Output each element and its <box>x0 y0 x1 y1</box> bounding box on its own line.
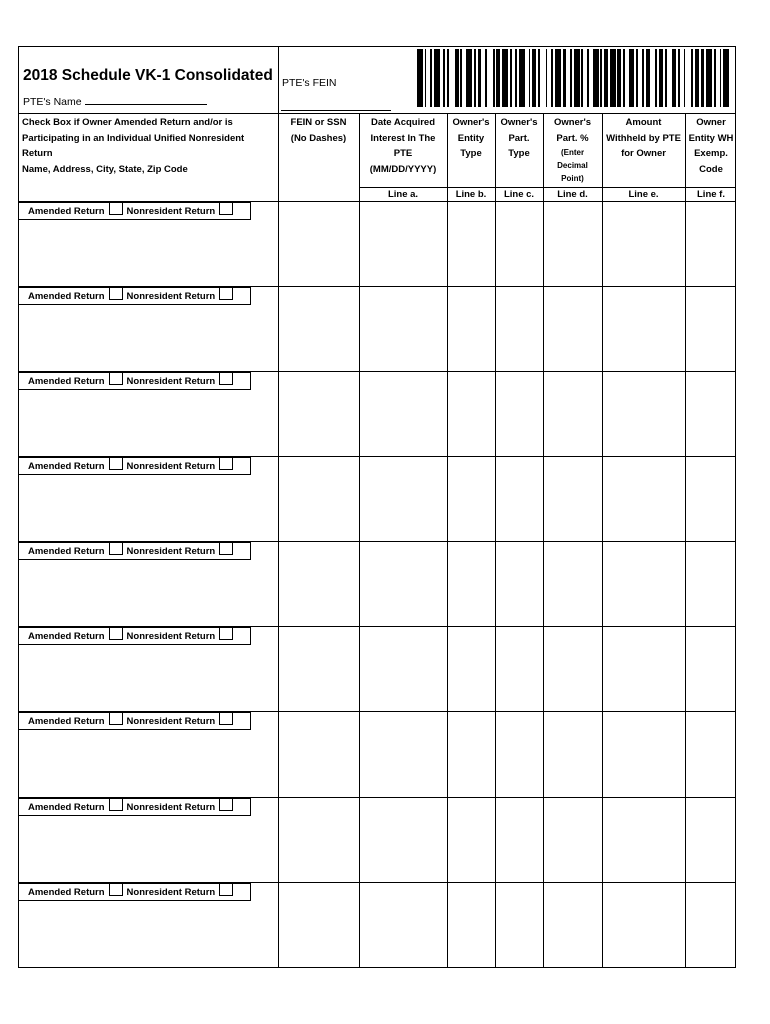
line-label: Line c. <box>503 189 535 200</box>
owner-row-checkbox-bar <box>19 712 251 730</box>
amended-return-label: Amended Return <box>28 545 105 557</box>
owner-data-cell[interactable] <box>543 711 602 797</box>
column-header-2 <box>359 115 447 177</box>
nonresident-return-label: Nonresident Return <box>126 886 216 898</box>
owner-data-cell[interactable] <box>543 626 602 711</box>
header-divider <box>19 113 735 114</box>
owner-data-cell[interactable] <box>543 201 602 286</box>
column-header-line: Part. <box>508 132 530 144</box>
schedule-vk1-form <box>18 46 736 968</box>
amended-return-label: Amended Return <box>28 886 105 898</box>
owner-row-checkbox-bar <box>19 372 251 390</box>
owner-data-cell[interactable] <box>359 371 447 456</box>
column-header-line: PTE <box>393 148 413 159</box>
owner-data-cell[interactable] <box>495 456 543 541</box>
column-header-line: Owner's <box>500 117 538 128</box>
owner-data-cell[interactable] <box>495 626 543 711</box>
owner-data-cell[interactable] <box>278 456 359 541</box>
owner-data-cell[interactable] <box>543 456 602 541</box>
column-header-5 <box>543 115 602 185</box>
owner-data-cell[interactable] <box>495 882 543 969</box>
column-header-6 <box>602 115 685 162</box>
column-header-line: (MM/DD/YYYY) <box>369 163 437 175</box>
owner-data-cell[interactable] <box>685 797 737 882</box>
owner-data-cell[interactable] <box>543 541 602 626</box>
owner-info-header-line: Participating in an Individual Unified Nonresident <box>22 132 245 144</box>
owner-name-address-cell[interactable] <box>19 817 278 882</box>
owner-data-cell[interactable] <box>495 371 543 456</box>
amended-return-checkbox[interactable] <box>109 286 123 300</box>
nonresident-return-label: Nonresident Return <box>126 630 216 642</box>
column-header-line: Owner's <box>553 117 592 128</box>
nonresident-return-checkbox[interactable] <box>219 541 233 555</box>
owner-data-cell[interactable] <box>359 286 447 371</box>
amended-return-label: Amended Return <box>28 375 105 387</box>
line-label: Line a. <box>387 189 419 200</box>
owner-data-cell[interactable] <box>602 286 685 371</box>
owner-data-cell[interactable] <box>359 456 447 541</box>
owner-data-cell[interactable] <box>685 456 737 541</box>
amended-return-checkbox[interactable] <box>109 371 123 385</box>
column-header-line: Exemp. <box>694 148 728 159</box>
column-header-line: Withheld by PTE <box>606 132 681 144</box>
owner-name-address-cell[interactable] <box>19 476 278 541</box>
owner-data-cell[interactable] <box>495 541 543 626</box>
owner-data-cell[interactable] <box>359 541 447 626</box>
barcode-bar <box>729 49 733 107</box>
owner-data-cell[interactable] <box>543 797 602 882</box>
column-header-note: Point) <box>561 174 584 183</box>
owner-data-cell[interactable] <box>543 286 602 371</box>
nonresident-return-checkbox[interactable] <box>219 286 233 300</box>
owner-info-header-line: Check Box if Owner Amended Return and/or is <box>22 117 233 128</box>
nonresident-return-label: Nonresident Return <box>126 290 216 302</box>
owner-name-address-cell[interactable] <box>19 646 278 711</box>
owner-data-cell[interactable] <box>495 286 543 371</box>
owner-data-cell[interactable] <box>359 882 447 969</box>
amended-return-checkbox[interactable] <box>109 797 123 811</box>
column-header-line: Entity <box>457 132 485 144</box>
column-header-line: Date Acquired <box>370 117 436 128</box>
owner-row-checkbox-bar <box>19 457 251 475</box>
owner-data-cell[interactable] <box>685 882 737 969</box>
owner-data-cell[interactable] <box>278 626 359 711</box>
owner-row-checkbox-bar <box>19 202 251 220</box>
owner-name-address-cell[interactable] <box>19 306 278 371</box>
owner-data-cell[interactable] <box>447 711 495 797</box>
pte-fein-label: PTE's FEIN <box>282 77 337 89</box>
owner-row-checkbox-bar <box>19 883 251 901</box>
owner-row-checkbox-bar <box>19 542 251 560</box>
amended-return-checkbox[interactable] <box>109 711 123 725</box>
owner-name-address-cell[interactable] <box>19 391 278 456</box>
owner-data-cell[interactable] <box>543 882 602 969</box>
owner-data-cell[interactable] <box>447 286 495 371</box>
line-label: Line e. <box>628 189 659 200</box>
column-header-line: FEIN or SSN <box>290 117 347 128</box>
owner-data-cell[interactable] <box>602 201 685 286</box>
owner-data-cell[interactable] <box>278 797 359 882</box>
column-header-line: Part. % <box>556 132 589 144</box>
column-header-note: (Enter <box>560 148 585 157</box>
pte-name-field[interactable] <box>23 96 207 108</box>
nonresident-return-checkbox[interactable] <box>219 456 233 470</box>
column-header-note: Decimal <box>557 161 588 170</box>
owner-data-cell[interactable] <box>278 371 359 456</box>
nonresident-return-label: Nonresident Return <box>126 205 216 217</box>
owner-name-address-cell[interactable] <box>19 731 278 797</box>
owner-data-cell[interactable] <box>602 371 685 456</box>
amended-return-label: Amended Return <box>28 715 105 727</box>
owner-data-cell[interactable] <box>685 541 737 626</box>
owner-info-header-line: Name, Address, City, State, Zip Code <box>22 163 188 175</box>
owner-data-cell[interactable] <box>359 797 447 882</box>
owner-row-checkbox-bar <box>19 627 251 645</box>
column-header-line: Type <box>460 148 482 159</box>
amended-return-label: Amended Return <box>28 290 105 302</box>
column-header-3 <box>447 115 495 162</box>
owner-name-address-cell[interactable] <box>19 902 278 969</box>
owner-data-cell[interactable] <box>447 797 495 882</box>
column-header-line: Owner's <box>452 117 490 128</box>
nonresident-return-checkbox[interactable] <box>219 626 233 640</box>
amended-return-label: Amended Return <box>28 460 105 472</box>
nonresident-return-checkbox[interactable] <box>219 797 233 811</box>
owner-data-cell[interactable] <box>447 201 495 286</box>
column-header-line: for Owner <box>621 148 666 159</box>
owner-data-cell[interactable] <box>359 626 447 711</box>
pte-name-input-line[interactable] <box>85 104 207 105</box>
owner-info-header-line: Return <box>22 148 53 159</box>
column-header-1 <box>278 115 359 146</box>
owner-data-cell[interactable] <box>543 371 602 456</box>
owner-info-column-header <box>22 115 274 177</box>
owner-data-cell[interactable] <box>495 201 543 286</box>
owner-data-cell[interactable] <box>278 882 359 969</box>
owner-data-cell[interactable] <box>685 201 737 286</box>
owner-name-address-cell[interactable] <box>19 221 278 286</box>
amended-return-checkbox[interactable] <box>109 201 123 215</box>
amended-return-label: Amended Return <box>28 630 105 642</box>
column-header-line: Amount <box>625 117 662 128</box>
owner-data-cell[interactable] <box>359 711 447 797</box>
owner-data-cell[interactable] <box>278 711 359 797</box>
amended-return-label: Amended Return <box>28 205 105 217</box>
amended-return-label: Amended Return <box>28 801 105 813</box>
column-header-line: Type <box>508 148 530 159</box>
form-title: 2018 Schedule VK-1 Consolidated <box>23 67 273 84</box>
line-label-row <box>359 187 735 202</box>
owner-data-cell[interactable] <box>602 882 685 969</box>
owner-data-cell[interactable] <box>602 711 685 797</box>
nonresident-return-label: Nonresident Return <box>126 801 216 813</box>
column-header-line: Entity WH <box>688 132 734 144</box>
nonresident-return-checkbox[interactable] <box>219 201 233 215</box>
owner-data-cell[interactable] <box>495 711 543 797</box>
nonresident-return-label: Nonresident Return <box>126 460 216 472</box>
owner-data-cell[interactable] <box>447 882 495 969</box>
amended-return-checkbox[interactable] <box>109 882 123 896</box>
owner-data-cell[interactable] <box>602 797 685 882</box>
owner-data-cell[interactable] <box>685 711 737 797</box>
owner-data-cell[interactable] <box>278 541 359 626</box>
nonresident-return-checkbox[interactable] <box>219 882 233 896</box>
column-header-7 <box>685 115 737 177</box>
owner-data-cell[interactable] <box>602 541 685 626</box>
pte-fein-input-line[interactable] <box>281 110 391 111</box>
nonresident-return-label: Nonresident Return <box>126 375 216 387</box>
owner-data-cell[interactable] <box>685 286 737 371</box>
line-label: Line b. <box>455 189 487 200</box>
owner-data-cell[interactable] <box>278 201 359 286</box>
column-header-line: Code <box>699 163 723 175</box>
column-header-line: Interest In The <box>370 132 436 144</box>
owner-data-cell[interactable] <box>447 456 495 541</box>
owner-data-cell[interactable] <box>447 371 495 456</box>
column-header-line: (No Dashes) <box>290 132 347 144</box>
owner-row-checkbox-bar <box>19 287 251 305</box>
owner-data-cell[interactable] <box>447 541 495 626</box>
column-header-4 <box>495 115 543 162</box>
amended-return-checkbox[interactable] <box>109 541 123 555</box>
nonresident-return-label: Nonresident Return <box>126 715 216 727</box>
nonresident-return-checkbox[interactable] <box>219 371 233 385</box>
owner-row-checkbox-bar <box>19 798 251 816</box>
line-label: Line f. <box>697 189 725 200</box>
column-header-line: Owner <box>696 117 726 128</box>
amended-return-checkbox[interactable] <box>109 456 123 470</box>
owner-data-cell[interactable] <box>495 797 543 882</box>
owner-data-cell[interactable] <box>602 456 685 541</box>
owner-data-cell[interactable] <box>359 201 447 286</box>
owner-data-cell[interactable] <box>685 626 737 711</box>
owner-name-address-cell[interactable] <box>19 561 278 626</box>
owner-data-cell[interactable] <box>685 371 737 456</box>
owner-data-cell[interactable] <box>278 286 359 371</box>
nonresident-return-checkbox[interactable] <box>219 711 233 725</box>
nonresident-return-label: Nonresident Return <box>126 545 216 557</box>
pte-name-label: PTE's Name <box>23 96 82 108</box>
barcode <box>417 49 733 107</box>
line-label: Line d. <box>557 189 588 200</box>
owner-data-cell[interactable] <box>602 626 685 711</box>
owner-data-cell[interactable] <box>447 626 495 711</box>
amended-return-checkbox[interactable] <box>109 626 123 640</box>
